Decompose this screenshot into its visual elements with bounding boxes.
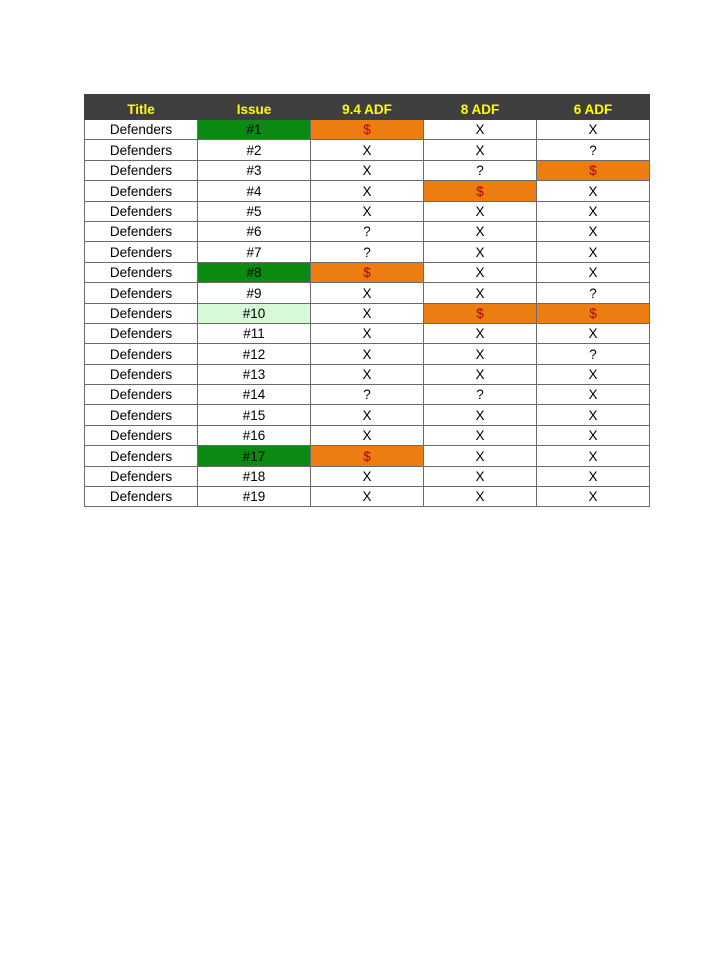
cell-title[interactable]: Defenders — [85, 303, 198, 323]
cell-issue[interactable]: #18 — [198, 466, 311, 486]
cell-6-adf[interactable]: X — [537, 364, 650, 384]
cell-8-adf[interactable]: X — [424, 446, 537, 466]
cell-title[interactable]: Defenders — [85, 221, 198, 241]
table-row — [85, 262, 650, 282]
cell-8-adf[interactable]: X — [424, 323, 537, 343]
cell-9-4-adf[interactable]: X — [311, 140, 424, 160]
table-row — [85, 446, 650, 466]
table-row — [85, 466, 650, 486]
cell-6-adf[interactable]: ? — [537, 283, 650, 303]
cell-title[interactable]: Defenders — [85, 446, 198, 466]
table-row — [85, 221, 650, 241]
cell-6-adf[interactable]: X — [537, 181, 650, 201]
cell-issue[interactable]: #3 — [198, 160, 311, 180]
cell-9-4-adf[interactable]: X — [311, 181, 424, 201]
table-row — [85, 120, 650, 140]
cell-issue[interactable]: #15 — [198, 405, 311, 425]
cell-8-adf[interactable]: X — [424, 405, 537, 425]
cell-title[interactable]: Defenders — [85, 120, 198, 140]
cell-8-adf[interactable]: X — [424, 242, 537, 262]
cell-issue[interactable]: #2 — [198, 140, 311, 160]
cell-6-adf[interactable]: ? — [537, 140, 650, 160]
table-row — [85, 425, 650, 445]
table-row — [85, 487, 650, 507]
header-title: Title — [85, 95, 198, 120]
cell-8-adf[interactable]: X — [424, 262, 537, 282]
cell-6-adf[interactable]: $ — [537, 303, 650, 323]
table-row — [85, 385, 650, 405]
header-row — [85, 95, 650, 120]
cell-9-4-adf[interactable]: $ — [311, 262, 424, 282]
cell-issue[interactable]: #11 — [198, 323, 311, 343]
table-row — [85, 140, 650, 160]
cell-6-adf[interactable]: ? — [537, 344, 650, 364]
header-9-4-adf: 9.4 ADF — [311, 95, 424, 120]
cell-6-adf[interactable]: X — [537, 487, 650, 507]
table-row — [85, 323, 650, 343]
cell-title[interactable]: Defenders — [85, 323, 198, 343]
cell-6-adf[interactable]: X — [537, 405, 650, 425]
cell-title[interactable]: Defenders — [85, 283, 198, 303]
header-issue: Issue — [198, 95, 311, 120]
cell-9-4-adf[interactable]: ? — [311, 221, 424, 241]
cell-8-adf[interactable]: ? — [424, 160, 537, 180]
cell-issue[interactable]: #10 — [198, 303, 311, 323]
cell-issue[interactable]: #5 — [198, 201, 311, 221]
cell-6-adf[interactable]: X — [537, 323, 650, 343]
table-row — [85, 283, 650, 303]
cell-8-adf[interactable]: ? — [424, 385, 537, 405]
table-row — [85, 303, 650, 323]
table-row — [85, 160, 650, 180]
cell-8-adf[interactable]: X — [424, 466, 537, 486]
cell-title[interactable]: Defenders — [85, 364, 198, 384]
cell-title[interactable]: Defenders — [85, 466, 198, 486]
cell-9-4-adf[interactable]: ? — [311, 385, 424, 405]
cell-9-4-adf[interactable]: X — [311, 160, 424, 180]
comic-grading-table — [84, 94, 650, 507]
table-row — [85, 242, 650, 262]
table-row — [85, 405, 650, 425]
cell-9-4-adf[interactable]: X — [311, 344, 424, 364]
cell-issue[interactable]: #7 — [198, 242, 311, 262]
table-row — [85, 344, 650, 364]
cell-title[interactable]: Defenders — [85, 262, 198, 282]
cell-issue[interactable]: #9 — [198, 283, 311, 303]
cell-9-4-adf[interactable]: X — [311, 425, 424, 445]
cell-issue[interactable]: #14 — [198, 385, 311, 405]
cell-9-4-adf[interactable]: X — [311, 201, 424, 221]
cell-issue[interactable]: #6 — [198, 221, 311, 241]
cell-8-adf[interactable]: X — [424, 201, 537, 221]
cell-issue[interactable]: #16 — [198, 425, 311, 445]
cell-title[interactable]: Defenders — [85, 425, 198, 445]
cell-9-4-adf[interactable]: X — [311, 364, 424, 384]
cell-9-4-adf[interactable]: X — [311, 487, 424, 507]
cell-issue[interactable]: #1 — [198, 120, 311, 140]
cell-9-4-adf[interactable]: $ — [311, 120, 424, 140]
table-body — [85, 120, 650, 507]
cell-9-4-adf[interactable]: X — [311, 283, 424, 303]
cell-title[interactable]: Defenders — [85, 201, 198, 221]
cell-title[interactable]: Defenders — [85, 140, 198, 160]
cell-6-adf[interactable]: X — [537, 385, 650, 405]
cell-6-adf[interactable]: X — [537, 466, 650, 486]
cell-title[interactable]: Defenders — [85, 405, 198, 425]
table-row — [85, 364, 650, 384]
cell-issue[interactable]: #19 — [198, 487, 311, 507]
cell-title[interactable]: Defenders — [85, 242, 198, 262]
cell-issue[interactable]: #12 — [198, 344, 311, 364]
cell-6-adf[interactable]: X — [537, 262, 650, 282]
cell-8-adf[interactable]: X — [424, 283, 537, 303]
cell-8-adf[interactable]: X — [424, 221, 537, 241]
cell-title[interactable]: Defenders — [85, 487, 198, 507]
cell-6-adf[interactable]: X — [537, 446, 650, 466]
cell-issue[interactable]: #4 — [198, 181, 311, 201]
cell-title[interactable]: Defenders — [85, 385, 198, 405]
cell-6-adf[interactable]: $ — [537, 160, 650, 180]
cell-title[interactable]: Defenders — [85, 344, 198, 364]
cell-9-4-adf[interactable]: X — [311, 323, 424, 343]
cell-9-4-adf[interactable]: $ — [311, 446, 424, 466]
cell-9-4-adf[interactable]: ? — [311, 242, 424, 262]
cell-6-adf[interactable]: X — [537, 120, 650, 140]
header-6-adf: 6 ADF — [537, 95, 650, 120]
cell-title[interactable]: Defenders — [85, 160, 198, 180]
cell-6-adf[interactable]: X — [537, 425, 650, 445]
cell-6-adf[interactable]: X — [537, 201, 650, 221]
cell-8-adf[interactable]: X — [424, 120, 537, 140]
cell-issue[interactable]: #17 — [198, 446, 311, 466]
cell-8-adf[interactable]: $ — [424, 303, 537, 323]
table-row — [85, 201, 650, 221]
table-row — [85, 181, 650, 201]
cell-9-4-adf[interactable]: X — [311, 405, 424, 425]
cell-6-adf[interactable]: X — [537, 242, 650, 262]
cell-8-adf[interactable]: X — [424, 364, 537, 384]
cell-8-adf[interactable]: $ — [424, 181, 537, 201]
cell-issue[interactable]: #8 — [198, 262, 311, 282]
cell-issue[interactable]: #13 — [198, 364, 311, 384]
header-8-adf: 8 ADF — [424, 95, 537, 120]
cell-9-4-adf[interactable]: X — [311, 466, 424, 486]
cell-8-adf[interactable]: X — [424, 425, 537, 445]
cell-8-adf[interactable]: X — [424, 487, 537, 507]
cell-title[interactable]: Defenders — [85, 181, 198, 201]
cell-8-adf[interactable]: X — [424, 344, 537, 364]
cell-9-4-adf[interactable]: X — [311, 303, 424, 323]
cell-8-adf[interactable]: X — [424, 140, 537, 160]
cell-6-adf[interactable]: X — [537, 221, 650, 241]
